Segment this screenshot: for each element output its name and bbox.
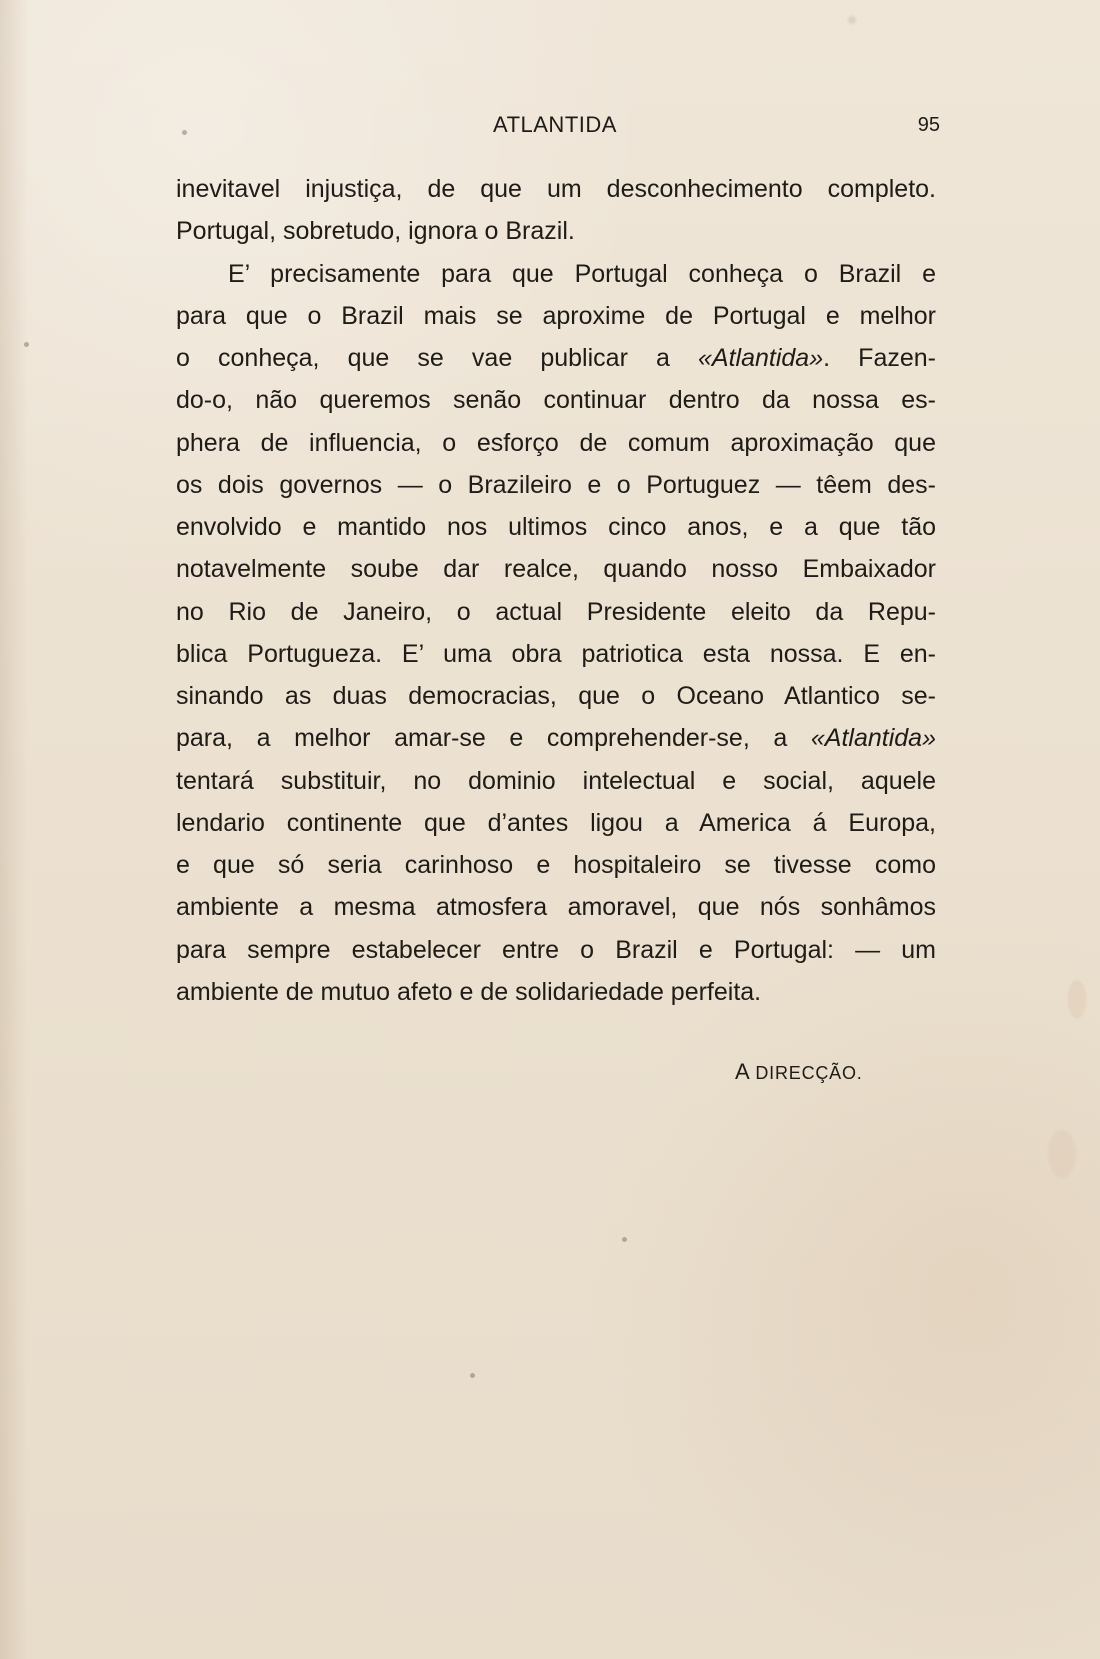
body-line: do-o, não queremos senão continuar dentro da nossa es- — [176, 386, 936, 415]
running-header — [170, 108, 940, 142]
signature — [735, 1052, 915, 1092]
page-number: 95 — [917, 114, 940, 136]
margin-mark — [622, 1237, 627, 1242]
page-spot — [848, 16, 856, 24]
article-body — [176, 168, 936, 1013]
body-line: ambiente a mesma atmosfera amoravel, que nós sonhâmos — [176, 893, 936, 922]
body-line: notavelmente soube dar realce, quando nosso Embaixador — [176, 555, 936, 584]
body-line: phera de influencia, o esforço de comum aproximação que — [176, 428, 936, 457]
signature-prefix: A — [735, 1059, 756, 1084]
body-line: sinando as duas democracias, que o Oceano Atlantico se- — [176, 682, 936, 710]
margin-mark — [24, 342, 29, 347]
body-line: lendario continente que d’antes ligou a America á Europa, — [176, 808, 936, 837]
body-line-segment: o conheça, que se vae publicar a — [176, 344, 699, 372]
body-line-segment: para, a melhor amar-se e comprehender-se, a — [176, 724, 811, 753]
body-line: Portugal, sobretudo, ignora o Brazil. — [176, 217, 575, 246]
running-title: ATLANTIDA — [493, 112, 617, 137]
page-edge-shadow — [0, 0, 28, 1659]
body-line: no Rio de Janeiro, o actual Presidente eleito da Repu- — [176, 597, 936, 626]
body-line — [176, 717, 936, 759]
body-line: E’ precisamente para que Portugal conheça o Brazil e — [228, 259, 936, 288]
italic-title: «Atlantida» — [810, 724, 936, 753]
body-line: para que o Brazil mais se aproxime de Portugal e melhor — [176, 301, 936, 330]
body-line: e que só seria carinhoso e hospitaleiro se tivesse como — [176, 851, 936, 879]
italic-title: «Atlantida» — [698, 344, 824, 372]
margin-mark — [470, 1373, 475, 1378]
signature-smallcaps: DIRECÇÃO. — [755, 1063, 863, 1083]
body-line: tentará substituir, no dominio intelectual e social, aquele — [176, 766, 936, 795]
page-stain — [1048, 1130, 1076, 1178]
body-line-segment: . Fazen- — [823, 344, 936, 372]
page-stain — [1068, 980, 1086, 1018]
body-line: os dois governos — o Brazileiro e o Portuguez — têem des- — [176, 470, 936, 499]
body-line: blica Portugueza. E’ uma obra patriotica esta nossa. E en- — [176, 639, 936, 668]
body-line: inevitavel injustiça, de que um desconhecimento completo. — [176, 175, 936, 203]
body-line: envolvido e mantido nos ultimos cinco anos, e a que tão — [176, 513, 936, 541]
body-line: para sempre estabelecer entre o Brazil e Portugal: — um — [176, 935, 936, 964]
body-line — [176, 337, 936, 379]
body-line: ambiente de mutuo afeto e de solidariedade perfeita. — [176, 977, 762, 1006]
